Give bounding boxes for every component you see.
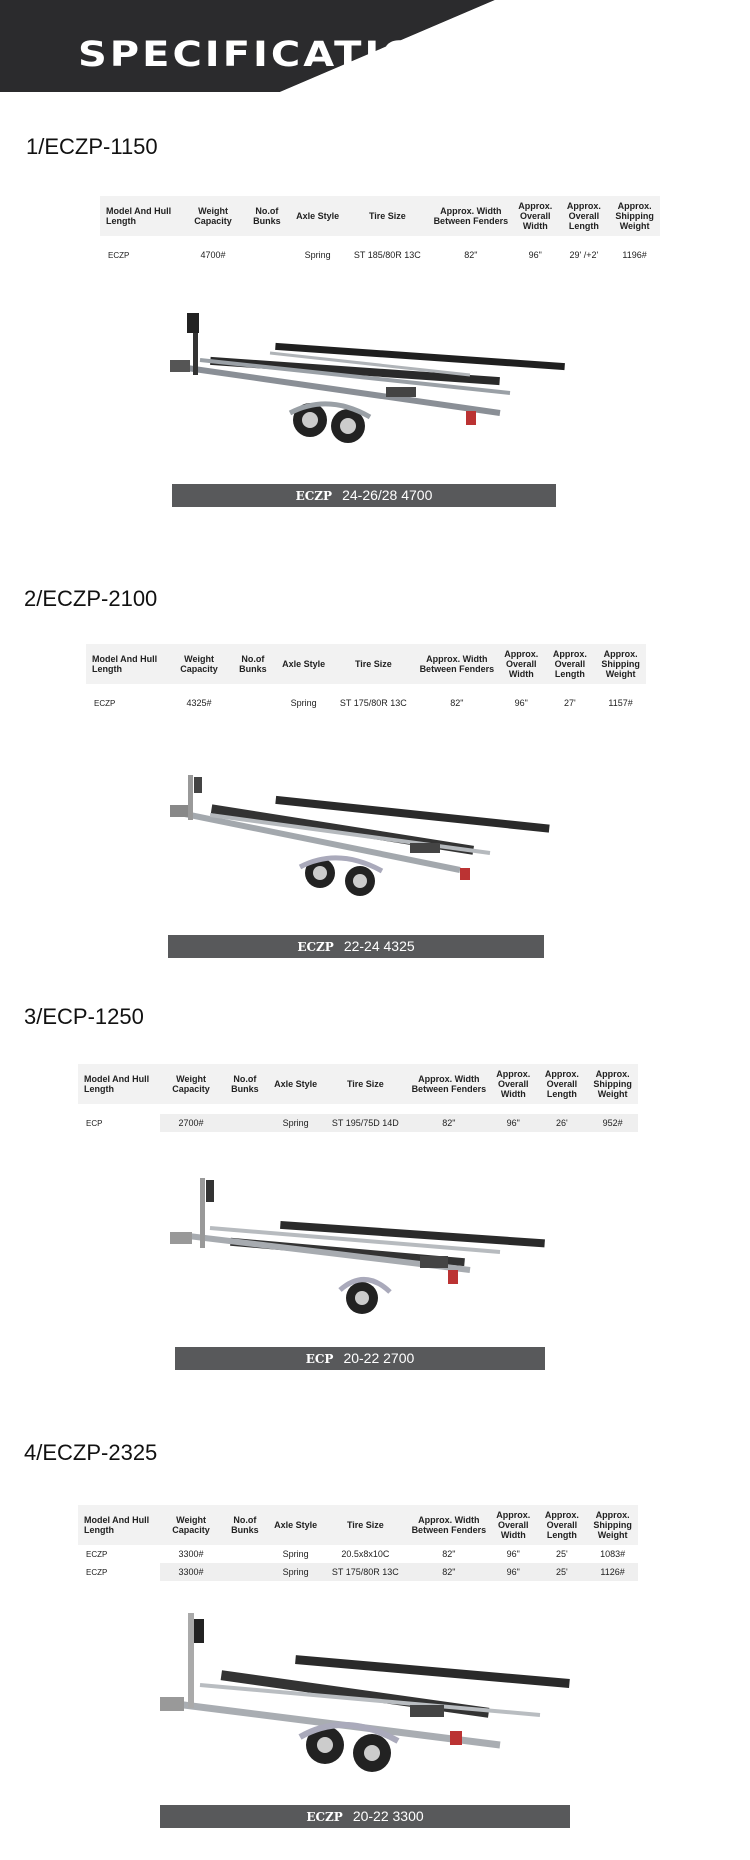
cell-overall-width: 96" [490, 1114, 536, 1132]
section-title: 2/ECZP-2100 [24, 586, 158, 611]
cell-tire-size: ST 175/80R 13C [339, 698, 407, 708]
cell-fender-width: 82" [408, 1114, 490, 1132]
caption-code: ECZP [295, 489, 333, 503]
column-header: Axle Style [290, 196, 345, 236]
cell-fender-width: 82" [450, 698, 464, 708]
spec-table [78, 1505, 638, 1581]
column-header: Approx. Overall Width [498, 644, 544, 684]
column-header: Weight Capacity [168, 644, 229, 684]
specifications-banner [0, 0, 750, 92]
column-header: Approx. Shipping Weight [595, 644, 646, 684]
cell-overall-width: 96" [514, 698, 528, 708]
caption-text: 22-24 4325 [343, 938, 415, 954]
table-row [78, 1545, 638, 1563]
spec-table [100, 196, 660, 264]
table-header-row [78, 1505, 638, 1545]
column-header: Model And Hull Length [100, 196, 182, 236]
cell-model: ECZP [94, 698, 116, 708]
column-header: Approx. Overall Width [490, 1505, 536, 1545]
caption-code: ECZP [306, 1810, 343, 1824]
cell-tire-size: ST 185/80R 13C [353, 250, 421, 260]
section-title: 3/ECP-1250 [24, 1004, 144, 1029]
table-header-row [100, 196, 660, 236]
section-title: 1/ECZP-1150 [26, 134, 158, 159]
column-header: Model And Hull Length [86, 644, 168, 684]
column-header: Approx. Shipping Weight [587, 1064, 638, 1104]
cell-model: ECZP [108, 250, 130, 260]
cell-overall-length: 27' [564, 698, 576, 708]
column-header: Approx. Overall Length [537, 1064, 588, 1104]
column-header: Approx. Overall Length [559, 196, 610, 236]
cell-axle-style: Spring [290, 698, 317, 708]
column-header: Tire Size [323, 1505, 408, 1545]
cell-bunks [244, 246, 290, 264]
table-header-row [86, 644, 646, 684]
cell-model: ECP [86, 1118, 103, 1128]
column-header: No.of Bunks [230, 644, 276, 684]
cell-shipping-weight: 952# [587, 1114, 638, 1132]
column-header: Approx. Overall Length [545, 644, 596, 684]
column-header: Approx. Width Between Fenders [408, 1505, 490, 1545]
table-row [86, 694, 646, 712]
cell-bunks [222, 1114, 268, 1132]
cell-axle-style: Spring [282, 1549, 309, 1559]
caption-code: ECZP [297, 940, 334, 954]
page-title: SPECIFICATIONS [78, 34, 488, 75]
column-header: Axle Style [268, 1064, 323, 1104]
column-header: Weight Capacity [160, 1505, 221, 1545]
column-header: Approx. Width Between Fenders [416, 644, 498, 684]
cell-weight-capacity: 4700# [200, 250, 226, 260]
spec-table [78, 1064, 638, 1132]
cell-tire-size: ST 195/75D 14D [323, 1114, 408, 1132]
cell-weight-capacity: 2700# [160, 1114, 221, 1132]
column-header: Approx. Shipping Weight [587, 1505, 638, 1545]
column-header: Weight Capacity [182, 196, 243, 236]
column-header: Approx. Overall Length [537, 1505, 588, 1545]
column-header: Approx. Overall Width [490, 1064, 536, 1104]
caption-text: 20-22 3300 [352, 1808, 424, 1824]
cell-overall-width: 96" [490, 1563, 536, 1581]
cell-tire-size: ST 175/80R 13C [323, 1563, 408, 1581]
cell-bunks [230, 694, 276, 712]
table-header-row [78, 1064, 638, 1104]
trailer-image [170, 305, 570, 455]
spec-table [86, 644, 646, 712]
table-row [78, 1563, 638, 1581]
column-header: Approx. Overall Width [512, 196, 558, 236]
column-header: Approx. Width Between Fenders [408, 1064, 490, 1104]
cell-weight-capacity: 3300# [160, 1563, 221, 1581]
cell-shipping-weight: 1126# [587, 1563, 638, 1581]
column-header: Approx. Width Between Fenders [430, 196, 512, 236]
trailer-image [170, 755, 560, 905]
column-header: No.of Bunks [222, 1505, 268, 1545]
cell-shipping-weight: 1196# [622, 250, 647, 260]
table-row [100, 246, 660, 264]
model-caption-bar [168, 935, 544, 958]
cell-model: ECZP [86, 1549, 108, 1559]
cell-fender-width: 82" [442, 1549, 456, 1559]
cell-bunks [222, 1563, 268, 1581]
cell-overall-width: 96" [528, 250, 542, 260]
caption-text: 24-26/28 4700 [342, 487, 433, 503]
column-header: Tire Size [345, 196, 430, 236]
column-header: Tire Size [331, 644, 416, 684]
table-row [78, 1114, 638, 1132]
cell-overall-length: 29' /+2' [569, 250, 599, 260]
cell-tire-size: 20.5x8x10C [341, 1549, 390, 1559]
column-header: Axle Style [276, 644, 331, 684]
cell-model: ECZP [86, 1567, 108, 1577]
cell-overall-length: 25' [537, 1563, 588, 1581]
column-header: Axle Style [268, 1505, 323, 1545]
trailer-image [160, 1605, 580, 1780]
column-header: Model And Hull Length [78, 1505, 160, 1545]
cell-axle-style: Spring [268, 1114, 323, 1132]
cell-fender-width: 82" [408, 1563, 490, 1581]
caption-text: 20-22 2700 [343, 1350, 415, 1366]
cell-shipping-weight: 1157# [608, 698, 633, 708]
section-title: 4/ECZP-2325 [24, 1440, 158, 1465]
column-header: Tire Size [323, 1064, 408, 1104]
column-header: No.of Bunks [244, 196, 290, 236]
column-header: Model And Hull Length [78, 1064, 160, 1104]
cell-fender-width: 82" [464, 250, 478, 260]
cell-bunks [222, 1545, 268, 1563]
model-caption-bar [175, 1347, 545, 1370]
column-header: Weight Capacity [160, 1064, 221, 1104]
column-header: Approx. Shipping Weight [609, 196, 660, 236]
cell-axle-style: Spring [268, 1563, 323, 1581]
caption-code: ECP [305, 1352, 334, 1366]
cell-overall-width: 96" [506, 1549, 520, 1559]
cell-overall-length: 26' [537, 1114, 588, 1132]
trailer-image [170, 1170, 550, 1320]
cell-axle-style: Spring [304, 250, 331, 260]
cell-weight-capacity: 4325# [186, 698, 212, 708]
cell-weight-capacity: 3300# [178, 1549, 204, 1559]
cell-shipping-weight: 1083# [600, 1549, 626, 1559]
column-header: No.of Bunks [222, 1064, 268, 1104]
model-caption-bar [172, 484, 556, 507]
cell-overall-length: 25' [556, 1549, 568, 1559]
model-caption-bar [160, 1805, 570, 1828]
